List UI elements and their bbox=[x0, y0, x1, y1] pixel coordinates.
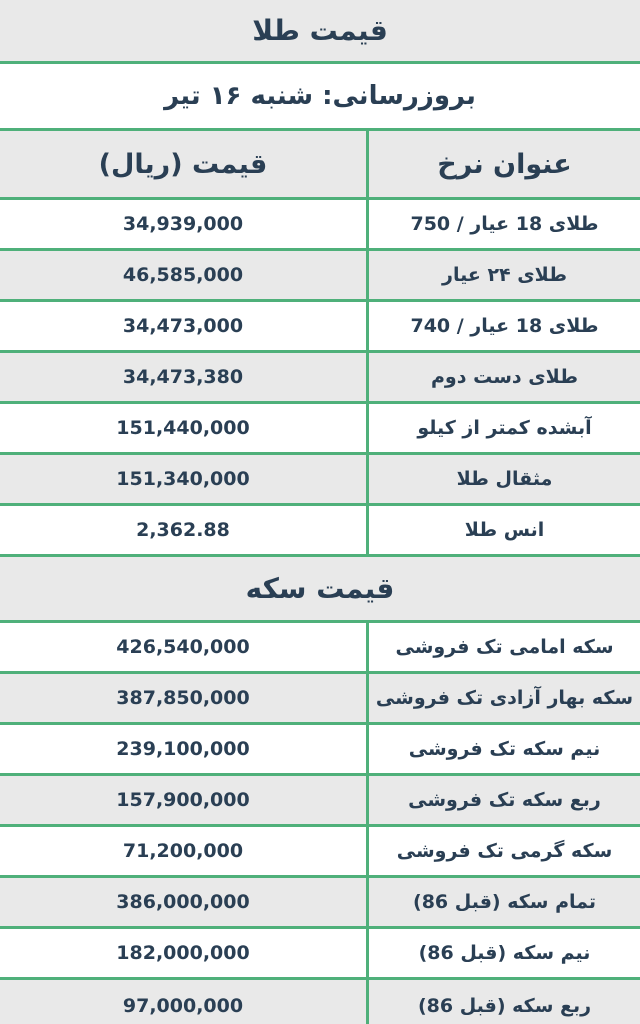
table-row bbox=[0, 455, 640, 506]
rate-price: 34,939,000 bbox=[122, 213, 244, 235]
table-row bbox=[0, 623, 640, 674]
rate-price: 151,440,000 bbox=[116, 417, 250, 439]
gold-price-title: قیمت طلا bbox=[0, 0, 640, 64]
rate-name: سکه بهار آزادی تک فروشی bbox=[366, 674, 640, 722]
coin-price-title: قیمت سکه bbox=[0, 557, 640, 623]
rate-name: طلای 18 عیار / 740 bbox=[366, 302, 640, 350]
table-row bbox=[0, 302, 640, 353]
table-row bbox=[0, 506, 640, 557]
rate-name: طلای ۲۴ عیار bbox=[366, 251, 640, 299]
rate-name: ربع سکه تک فروشی bbox=[366, 776, 640, 824]
update-date: بروزرسانی: شنبه ۱۶ تیر bbox=[0, 64, 640, 131]
table-row bbox=[0, 827, 640, 878]
rate-name: نیم سکه (قبل 86) bbox=[366, 929, 640, 977]
rate-name: سکه امامی تک فروشی bbox=[366, 623, 640, 671]
header-price: قیمت (ریال) bbox=[98, 148, 268, 180]
rate-name: انس طلا bbox=[366, 506, 640, 554]
rate-price: 2,362.88 bbox=[136, 519, 230, 541]
rate-price: 97,000,000 bbox=[122, 994, 244, 1017]
table-header bbox=[0, 131, 640, 200]
table-row bbox=[0, 353, 640, 404]
rate-price: 157,900,000 bbox=[116, 789, 250, 811]
table-row bbox=[0, 200, 640, 251]
rate-price: 46,585,000 bbox=[122, 264, 244, 286]
header-name: عنوان نرخ bbox=[366, 131, 640, 197]
rate-price: 387,850,000 bbox=[116, 687, 250, 709]
table-row bbox=[0, 929, 640, 980]
rate-name: تمام سکه (قبل 86) bbox=[366, 878, 640, 926]
table-row bbox=[0, 725, 640, 776]
rate-name: نیم سکه تک فروشی bbox=[366, 725, 640, 773]
table-row bbox=[0, 980, 640, 1024]
rate-name: طلای 18 عیار / 750 bbox=[366, 200, 640, 248]
rate-price: 239,100,000 bbox=[116, 738, 250, 760]
rate-price: 34,473,000 bbox=[122, 315, 244, 337]
rate-price: 426,540,000 bbox=[116, 636, 250, 658]
table-row bbox=[0, 674, 640, 725]
rate-price: 151,340,000 bbox=[116, 468, 250, 490]
table-row bbox=[0, 404, 640, 455]
rate-name: ربع سکه (قبل 86) bbox=[366, 980, 640, 1024]
rate-price: 71,200,000 bbox=[122, 840, 244, 862]
rate-price: 386,000,000 bbox=[116, 891, 250, 913]
rate-price: 34,473,380 bbox=[122, 366, 244, 388]
rate-name: مثقال طلا bbox=[366, 455, 640, 503]
rate-price: 182,000,000 bbox=[116, 942, 250, 964]
rate-name: طلای دست دوم bbox=[366, 353, 640, 401]
table-row bbox=[0, 251, 640, 302]
rate-name: آبشده کمتر از کیلو bbox=[366, 404, 640, 452]
rate-name: سکه گرمی تک فروشی bbox=[366, 827, 640, 875]
table-row bbox=[0, 878, 640, 929]
table-row bbox=[0, 776, 640, 827]
